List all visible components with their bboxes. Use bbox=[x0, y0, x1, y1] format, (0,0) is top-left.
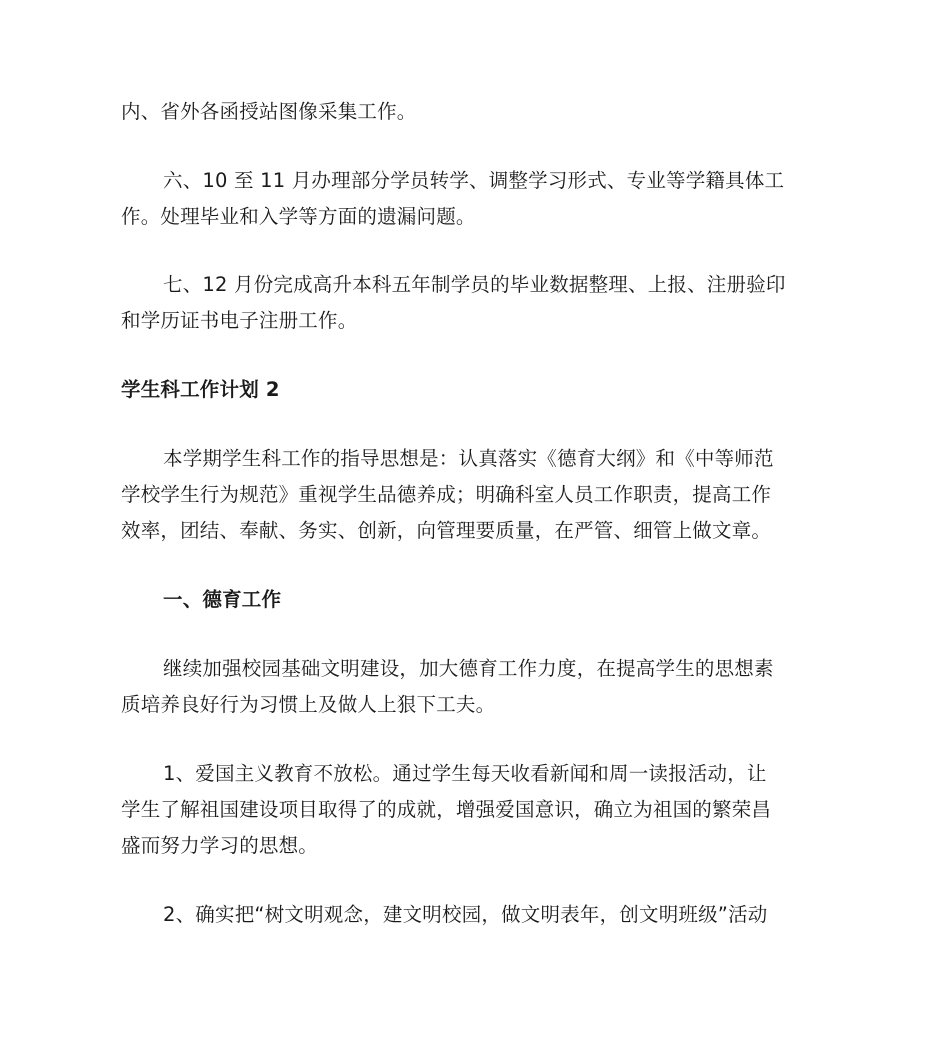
paragraph-line: 六、10 至 11 月办理部分学员转学、调整学习形式、专业等学籍具体工 bbox=[163, 169, 785, 192]
paragraph-line: 内、省外各函授站图像采集工作。 bbox=[121, 100, 417, 123]
paragraph-line: 学生了解祖国建设项目取得了的成就，增强爱国意识，确立为祖国的繁荣昌 bbox=[121, 798, 772, 821]
paragraph-line: 七、12 月份完成高升本科五年制学员的毕业数据整理、上报、注册验印 bbox=[163, 273, 786, 296]
subsection-heading: 一、德育工作 bbox=[163, 588, 282, 611]
section-heading: 学生科工作计划 2 bbox=[121, 378, 280, 401]
paragraph-line: 1、爱国主义教育不放松。通过学生每天收看新闻和周一读报活动，让 bbox=[163, 762, 767, 785]
paragraph-line: 学校学生行为规范》重视学生品德养成；明确科室人员工作职责，提高工作 bbox=[121, 483, 772, 506]
paragraph-line: 作。处理毕业和入学等方面的遗漏问题。 bbox=[121, 205, 476, 228]
paragraph-line: 2、确实把“树文明观念，建文明校园，做文明表年，创文明班级”活动 bbox=[163, 903, 768, 926]
paragraph-line: 继续加强校园基础文明建设，加大德育工作力度，在提高学生的思想素 bbox=[163, 657, 774, 680]
paragraph-line: 效率，团结、奉献、务实、创新，向管理要质量，在严管、细管上做文章。 bbox=[121, 519, 772, 542]
paragraph-line: 本学期学生科工作的指导思想是：认真落实《德育大纲》和《中等师范 bbox=[163, 447, 774, 470]
paragraph-line: 盛而努力学习的思想。 bbox=[121, 834, 319, 857]
paragraph-line: 和学历证书电子注册工作。 bbox=[121, 309, 358, 332]
paragraph-line: 质培养良好行为习惯上及做人上狠下工夫。 bbox=[121, 693, 496, 716]
